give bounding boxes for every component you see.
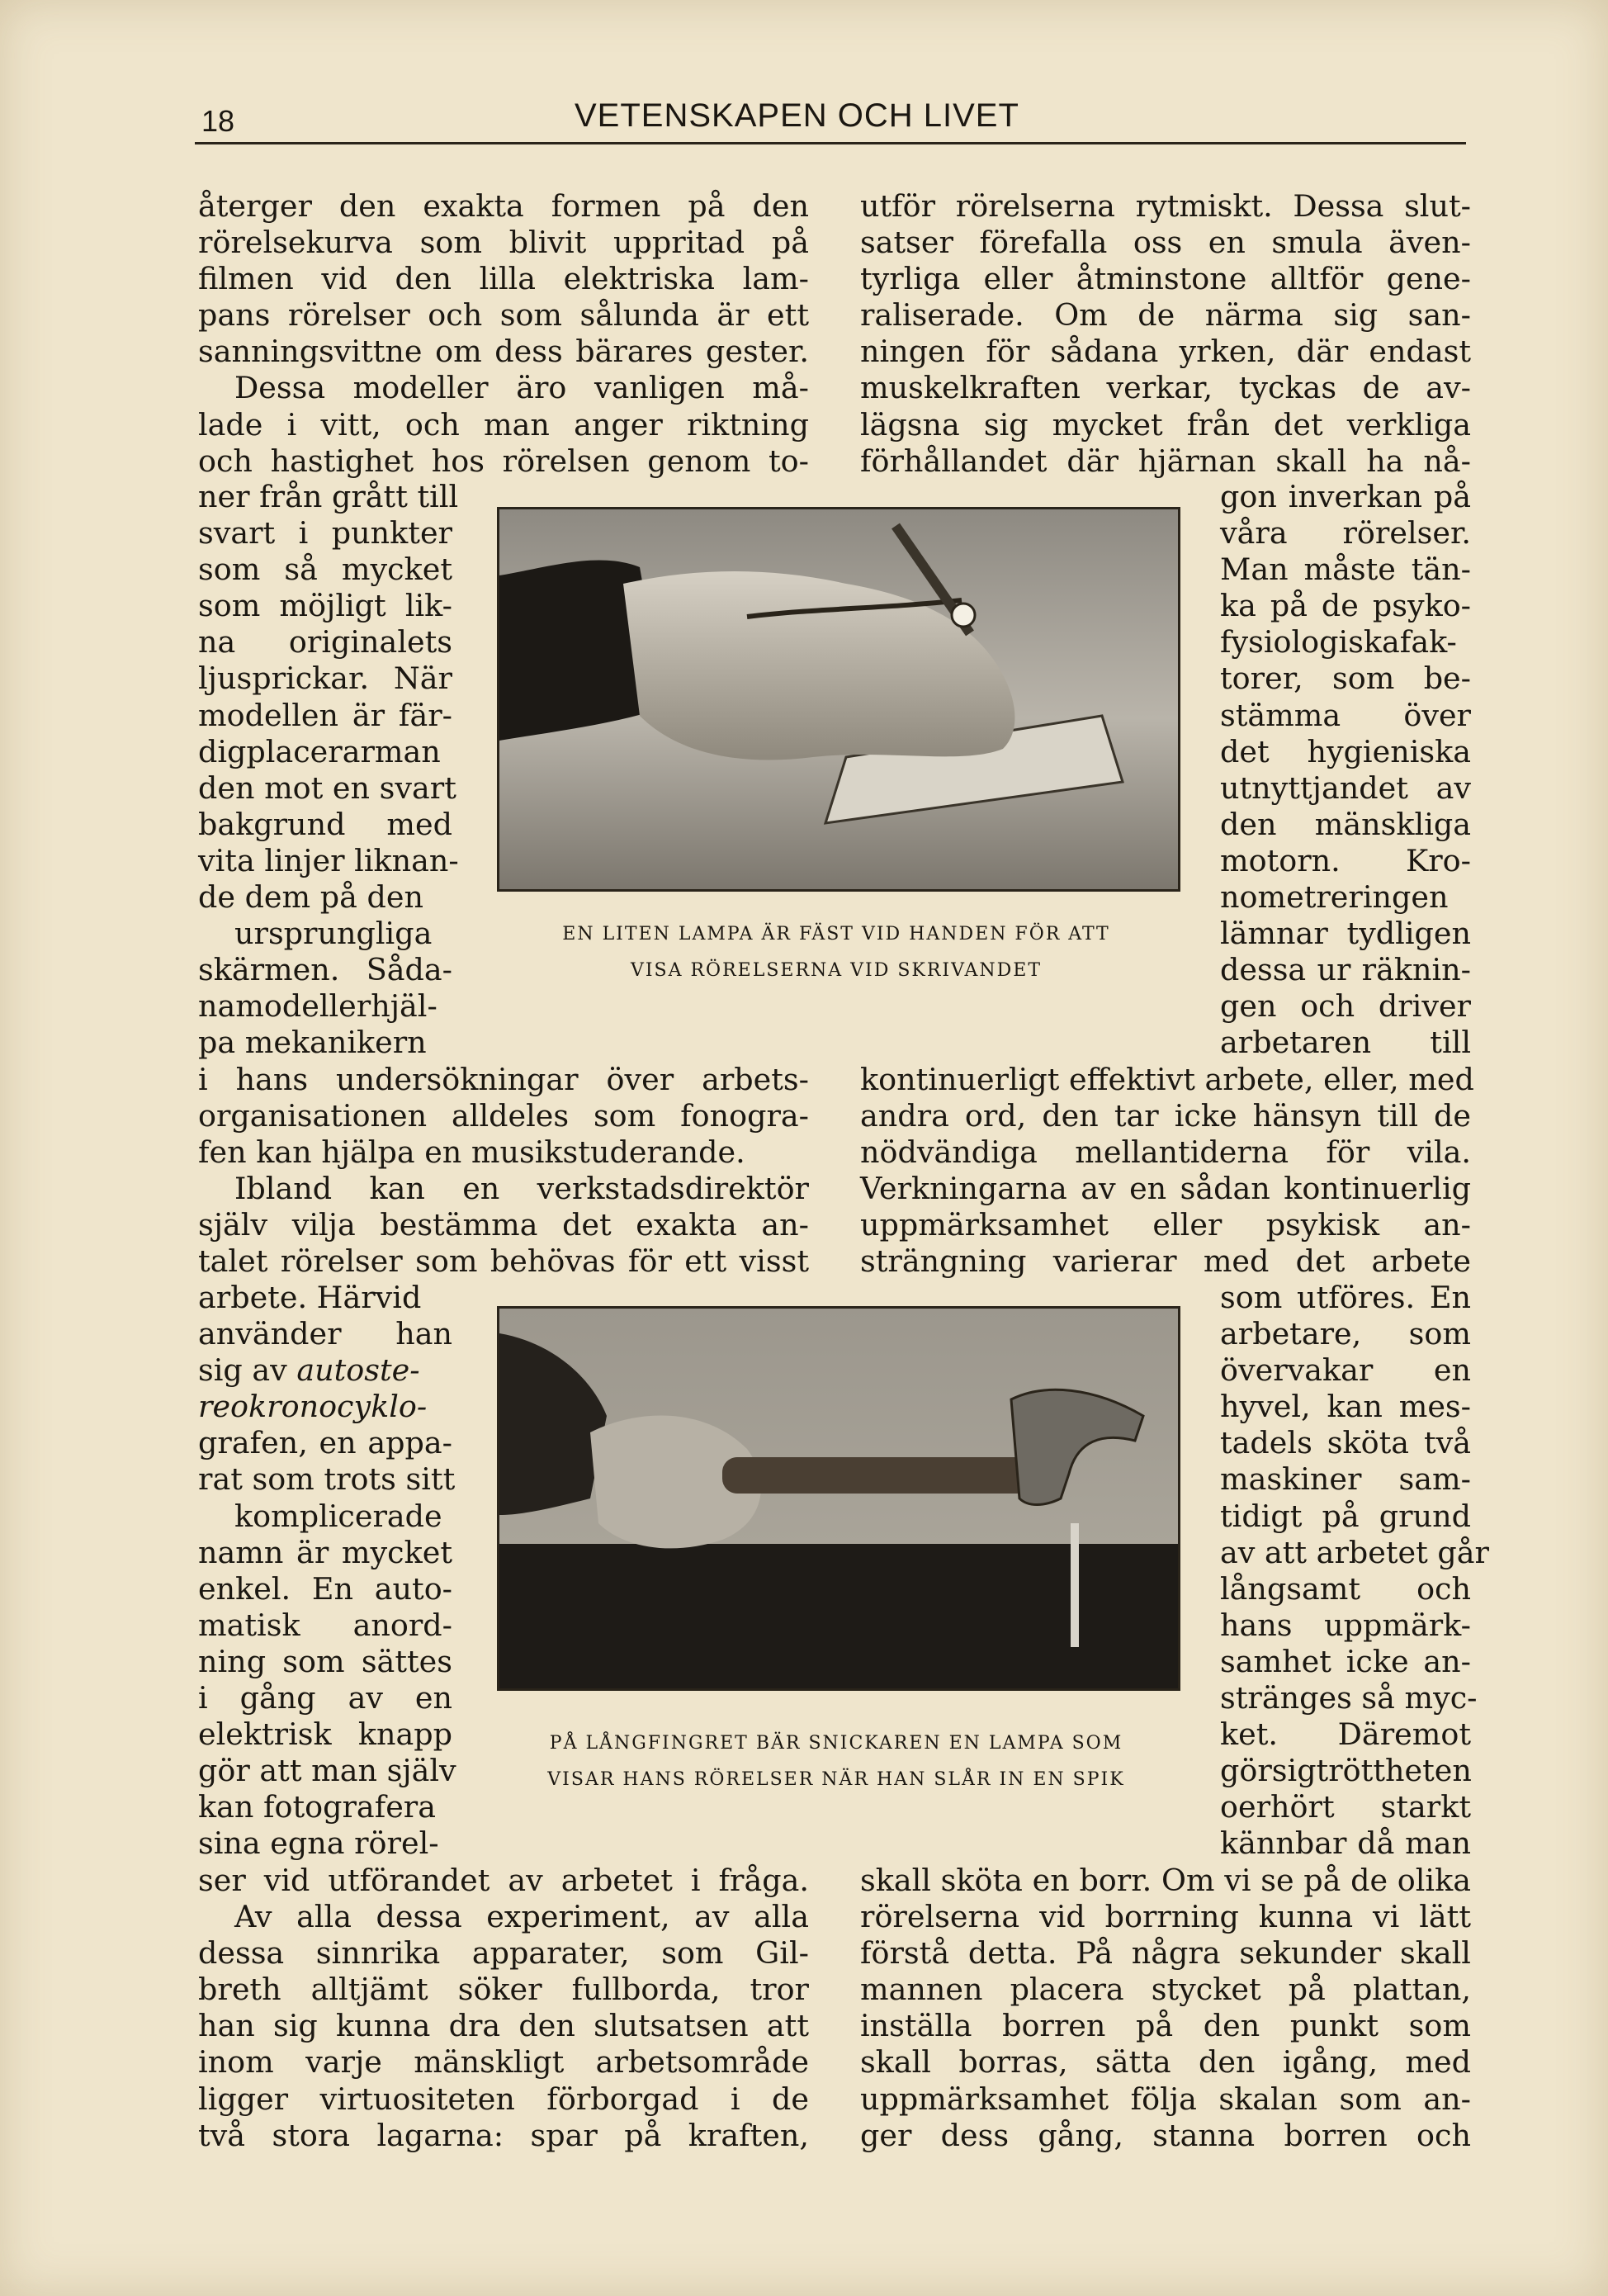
text-line: stämma över: [1220, 697, 1471, 733]
left-bottom-text: [198, 1863, 809, 2154]
text-line: elektrisk knapp: [198, 1716, 452, 1753]
text-line: själv vilja bestämma det exakta an-: [198, 1207, 809, 1243]
italic-term: reokronocyklo-: [198, 1389, 428, 1425]
text-line: enkel. En auto-: [198, 1570, 452, 1607]
text-line: använder han: [198, 1316, 452, 1352]
text-line: organisationen alldeles som fonogra-: [198, 1098, 809, 1134]
text-line: tadels sköta två: [1220, 1425, 1471, 1461]
text-line: motorn. Kro-: [1220, 842, 1471, 878]
left-middle-text: [198, 1062, 809, 1281]
text-line: satser förefalla oss en smula även-: [860, 225, 1471, 261]
text-line: nödvändiga mellantiderna för vila.: [860, 1134, 1471, 1171]
journal-title: VETENSKAPEN OCH LIVET: [575, 97, 1019, 134]
text-line: kännbar då man: [1220, 1825, 1471, 1862]
text-line: ursprungliga: [234, 916, 433, 952]
text-line: namn är mycket: [198, 1534, 452, 1570]
text-line: sanningsvittne om dess bärares gester.: [198, 334, 809, 370]
text-line: ljusprickar. När: [198, 660, 452, 697]
text-line: arbetaren till: [1220, 1025, 1471, 1061]
text-line: dessa ur räknin-: [1220, 952, 1471, 988]
text-line: strängning varierar med det arbete: [860, 1243, 1471, 1280]
text-line: uppmärksamhet eller psykisk an-: [860, 1207, 1471, 1243]
caption-line: VISAR HANS RÖRELSER NÄR HAN SLÅR IN EN SPIK: [547, 1769, 1125, 1790]
text-line: sina egna rörel-: [198, 1825, 439, 1862]
text-line: pa mekanikern: [198, 1025, 427, 1061]
text-line: stränges så myc-: [1220, 1680, 1478, 1716]
text-line: namodellerhjäl-: [198, 988, 437, 1025]
text-line: lade i vitt, och man anger riktning: [198, 406, 809, 443]
text-line: de dem på den: [198, 879, 423, 916]
text-line: arbete. Härvid: [198, 1280, 422, 1315]
text-line: rörelsekurva som blivit uppritad på: [198, 225, 809, 261]
text-line: förstå detta. På några sekunder skall: [860, 1935, 1471, 1972]
text-line: breth alltjämt söker fullborda, tror: [198, 1972, 809, 2008]
text-line: inom varje mänskligt arbetsområde: [198, 2044, 809, 2081]
text-line: han sig kunna dra den slutsatsen att: [198, 2008, 809, 2044]
right-beside-photo2-text: [1220, 1280, 1489, 1863]
text-line: Verkningarna av en sådan kontinuerlig: [860, 1171, 1471, 1207]
text-line: svart i punkter: [198, 515, 452, 552]
text-line: som så mycket: [198, 552, 452, 588]
text-line: torer, som be-: [1220, 660, 1471, 697]
text-line: arbetare, som: [1220, 1316, 1471, 1352]
text-line: hans uppmärk-: [1220, 1607, 1471, 1643]
text-line: våra rörelser.: [1220, 515, 1471, 552]
hammer-photo: [497, 1306, 1180, 1691]
text-line: tyrliga eller åtminstone alltför gene-: [860, 261, 1471, 297]
left-top-text: [198, 188, 809, 480]
text-line: i gång av en: [198, 1680, 452, 1716]
text-line: ligger virtuositeten förborgad i de: [198, 2081, 809, 2117]
caption-line: VISA RÖRELSERNA VID SKRIVANDET: [630, 960, 1043, 981]
text-line: lämnar tydligen: [1220, 916, 1471, 952]
text-line: grafen, en appa-: [198, 1425, 452, 1461]
right-beside-photo1-text: [1220, 479, 1471, 1062]
text-line: rörelserna vid borrning kunna vi lätt: [860, 1899, 1471, 1935]
text-line: ner från grått till: [198, 479, 459, 514]
text-line: nometreringen: [1220, 879, 1449, 916]
text-line: av att arbetet går: [1220, 1534, 1489, 1570]
text-line: ket. Däremot: [1220, 1716, 1471, 1753]
text-line: matisk anord-: [198, 1607, 452, 1643]
text-line: Av alla dessa experiment, av alla: [234, 1899, 809, 1935]
header-rule: [195, 142, 1466, 144]
text-line: ka på de psyko-: [1220, 588, 1471, 624]
text-line: som utföres. En: [1220, 1280, 1471, 1315]
text-line: maskiner sam-: [1220, 1461, 1471, 1498]
hand-writing-illustration: [499, 509, 1178, 889]
text-line: fysiologiskafak-: [1220, 624, 1457, 660]
hand-writing-photo: [497, 507, 1180, 892]
text-line: komplicerade: [234, 1498, 442, 1534]
text-line: kontinuerligt effektivt arbete, eller, med: [860, 1062, 1474, 1097]
text-line: tidigt på grund: [1220, 1498, 1471, 1534]
text-line: Man måste tän-: [1220, 552, 1471, 588]
italic-term: autoste-: [296, 1352, 420, 1389]
text-line: skall borras, sätta den igång, med: [860, 2044, 1471, 2081]
text-line: som möjligt lik-: [198, 588, 452, 624]
text-line: pans rörelser och som sålunda är ett: [198, 297, 809, 334]
text-line: digplacerarman: [198, 733, 441, 769]
text-line: ning som sättes: [198, 1643, 452, 1679]
text-line: lägsna sig mycket från det verkliga: [860, 406, 1471, 443]
text-line: filmen vid den lilla elektriska lam-: [198, 261, 809, 297]
text-line: modellen är fär-: [198, 697, 452, 733]
text-line: utnyttjandet av: [1220, 769, 1471, 806]
text-line: långsamt och: [1220, 1570, 1471, 1607]
text-line: två stora lagarna: spar på kraften,: [198, 2117, 809, 2153]
text-line: gon inverkan på: [1220, 479, 1471, 514]
left-beside-photo1-text: [198, 479, 459, 1062]
caption-line: PÅ LÅNGFINGRET BÄR SNICKAREN EN LAMPA SOM: [549, 1733, 1123, 1754]
text-line: inställa borren på den punkt som: [860, 2008, 1471, 2044]
hammer-illustration: [499, 1309, 1178, 1688]
right-middle-text: [860, 1062, 1474, 1281]
text-line: andra ord, den tar icke hänsyn till de: [860, 1098, 1471, 1134]
text-line: skall sköta en borr. Om vi se på de olika: [860, 1863, 1471, 1898]
text-line: muskelkraften verkar, tyckas de av-: [860, 370, 1471, 406]
figure1-caption: [462, 916, 1210, 989]
text-line: ger dess gång, stanna borren och: [860, 2117, 1471, 2153]
text-line: utför rörelserna rytmiskt. Dessa slut-: [860, 188, 1471, 224]
text-line: gör att man själv: [198, 1753, 456, 1789]
text-line: rat som trots sitt: [198, 1461, 456, 1498]
right-bottom-text: [860, 1863, 1471, 2154]
running-header: [195, 92, 1466, 145]
text-line: i hans undersökningar över arbets-: [198, 1062, 809, 1097]
text-line: det hygieniska: [1220, 733, 1471, 769]
page-number: 18: [201, 104, 235, 138]
text-line: oerhört starkt: [1220, 1789, 1471, 1825]
text-line: den mänskliga: [1220, 806, 1471, 842]
text-line: ser vid utförandet av arbetet i fråga.: [198, 1863, 809, 1898]
text-line: gen och driver: [1220, 988, 1471, 1025]
figure2-caption: [462, 1726, 1210, 1798]
text-line: förhållandet där hjärnan skall ha nå-: [860, 443, 1471, 479]
text-line: kan fotografera: [198, 1789, 437, 1825]
text-line: mannen placera stycket på plattan,: [860, 1972, 1471, 2008]
text-line: Ibland kan en verkstadsdirektör: [234, 1171, 809, 1207]
text-line: [198, 1352, 452, 1389]
text-line: uppmärksamhet följa skalan som an-: [860, 2081, 1471, 2117]
text-line: talet rörelser som behövas för ett visst: [198, 1243, 809, 1280]
text-line: och hastighet hos rörelsen genom to-: [198, 443, 809, 479]
text-line: övervakar en: [1220, 1352, 1471, 1389]
text-line: raliserade. Om de närma sig san-: [860, 297, 1471, 334]
left-beside-photo2-text: [198, 1280, 456, 1863]
text-line: återger den exakta formen på den: [198, 188, 809, 224]
text-line: vita linjer liknan-: [198, 842, 459, 878]
text-line: ningen för sådana yrken, där endast: [860, 334, 1471, 370]
text-line: fen kan hjälpa en musikstuderande.: [198, 1134, 745, 1171]
text-line: skärmen. Såda-: [198, 952, 452, 988]
text-fragment: sig av: [198, 1352, 297, 1389]
text-line: na originalets: [198, 624, 452, 660]
text-line: [198, 1389, 452, 1425]
text-line: dessa sinnrika apparater, som Gil-: [198, 1935, 809, 1972]
right-top-text: [860, 188, 1471, 480]
text-line: görsigtröttheten: [1220, 1753, 1472, 1789]
text-line: den mot en svart: [198, 769, 456, 806]
text-line: samhet icke an-: [1220, 1643, 1471, 1679]
text-line: hyvel, kan mes-: [1220, 1389, 1471, 1425]
text-line: Dessa modeller äro vanligen må-: [234, 370, 809, 406]
text-line: bakgrund med: [198, 806, 452, 842]
caption-line: EN LITEN LAMPA ÄR FÄST VID HANDEN FÖR ATT: [562, 924, 1110, 944]
